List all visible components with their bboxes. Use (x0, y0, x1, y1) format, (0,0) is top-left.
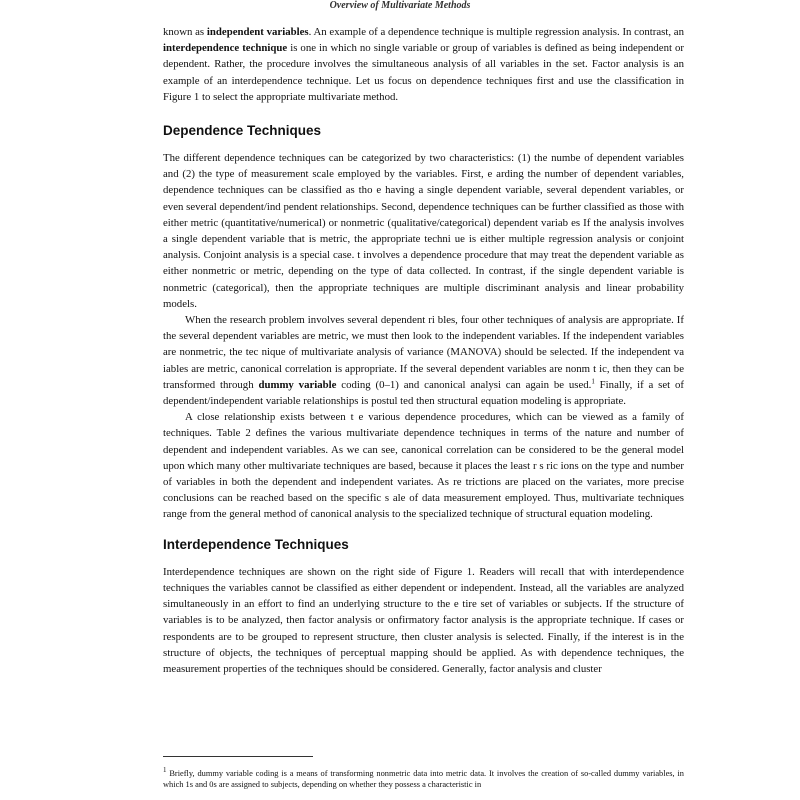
section-heading-dependence: Dependence Techniques (163, 123, 322, 139)
footnote-reference[interactable]: 1 (591, 377, 595, 386)
section-heading-interdependence: Interdependence Techniques (163, 536, 349, 552)
footnote (163, 768, 684, 790)
term-dummy-variable: dummy variable (258, 378, 337, 391)
page-body (163, 24, 684, 677)
dependence-paragraph-1: The different dependence techniques can be categorized by two characteristics: (1) the numbe of dependent variables and (2) the type of measurement scale employed by the variables. First, e arding the number of dependent variables, dependence techniques can be classified as tho e having a single dependent variable, several dependent variables, or even several dependent/ind pendent relationships. Second, dependence techniques can be further classified as those with either metric (quantitative/numerical) or nonmetric (qualitative/categorical) dependent variab es If the analysis involves a single dependent variable that is metric, the appropriate techni ue is either multiple regression analysis or conjoint analysis. Conjoint analysis is a special case. t involves a dependence procedure that may treat the dependent variable as either nonmetric or metric, depending on the type of data collected. In contrast, if the single dependent variable is nonmetric (categorical), then the appropriate techniques are multiple discriminant analysis and linear probability models. (163, 152, 684, 310)
footnote-marker: 1 (163, 766, 167, 775)
intro-paragraph (163, 24, 684, 105)
term-independent-variables: independent variables (206, 26, 309, 38)
dep-p2-text-b: coding (0–1) and canonical analysi can again be used. (336, 378, 592, 391)
intro-text-2: . An example of a dependence technique is multiple regression analysis. In contrast, an (308, 26, 684, 38)
dep-p2-text-c: Finally, if a set of dependent/independent variable relationships is postul ted then structural equation modeling is appropriate. (163, 378, 684, 408)
dependence-paragraph-2 (163, 312, 684, 409)
footnote-text: Briefly, dummy variable coding is a means of transforming nonmetric data into metric data. It involves the creation of so-called dummy variables, in which 1s and 0s are assigned to subjects, depending on whether they possess a characteristic in (163, 769, 684, 789)
running-head: Overview of Multivariate Methods (329, 0, 471, 11)
interdependence-paragraph-1: Interdependence techniques are shown on the right side of Figure 1. Readers will recall that with interdependence techniques the variables cannot be classified as either dependent or independent. Instead, all the variables are analyzed simultaneously in an effort to find an underlying structure to the e tire set of variables or subjects. If the structure of variables is to be analyzed, then factor analysis or onfirmatory factor analysis is the appropriate technique. If cases or respondents are to be grouped to represent structure, then cluster analysis is selected. Finally, if the interest is in the structure of objects, the techniques of perceptual mapping should be applied. As with dependence techniques, the measurement properties of the techniques should be considered. Generally, factor analysis and cluster (163, 565, 684, 675)
footnote-divider (163, 756, 313, 757)
dependence-paragraph-3: A close relationship exists between t e various dependence procedures, which can be viewed as a family of techniques. Table 2 defines the various multivariate dependence techniques in terms of the nature and number of dependent and independent variables. As we can see, canonical correlation can be considered to be the general model upon which many other multivariate techniques are based, because it places the least r s ric ions on the type and number of variables in both the dependent and independent variates. As re trictions are placed on the variates, more precise conclusions can be reached based on the specific s ale of data measurement employed. Thus, multivariate techniques range from the general method of canonical analysis to the specialized technique of structural equation modeling. (163, 411, 684, 521)
term-interdependence-technique: interdependence technique (163, 42, 288, 55)
intro-text-3: is one in which no single variable or group of variables is defined as being independent or dependent. Rather, the procedure involves the simultaneous analysis of all variables in the set. Factor analysis is an example of an interdependence technique. Let us focus on dependence techniques first and use the classification in Figure 1 to select the appropriate multivariate method. (163, 42, 684, 103)
dep-p2-text-a: When the research problem involves several dependent ri bles, four other techniques of analysis are appropriate. If the several dependent variables are metric, we must then look to the independent variables. If the independent variables are nonmetric, the tec nique of multivariate analysis of variance (MANOVA) should be selected. If the independent va iables are metric, canonical correlation is appropriate. If the several dependent variables are nonm t ic, then they can be transformed through (163, 314, 684, 391)
intro-text-1: known as (163, 26, 207, 38)
